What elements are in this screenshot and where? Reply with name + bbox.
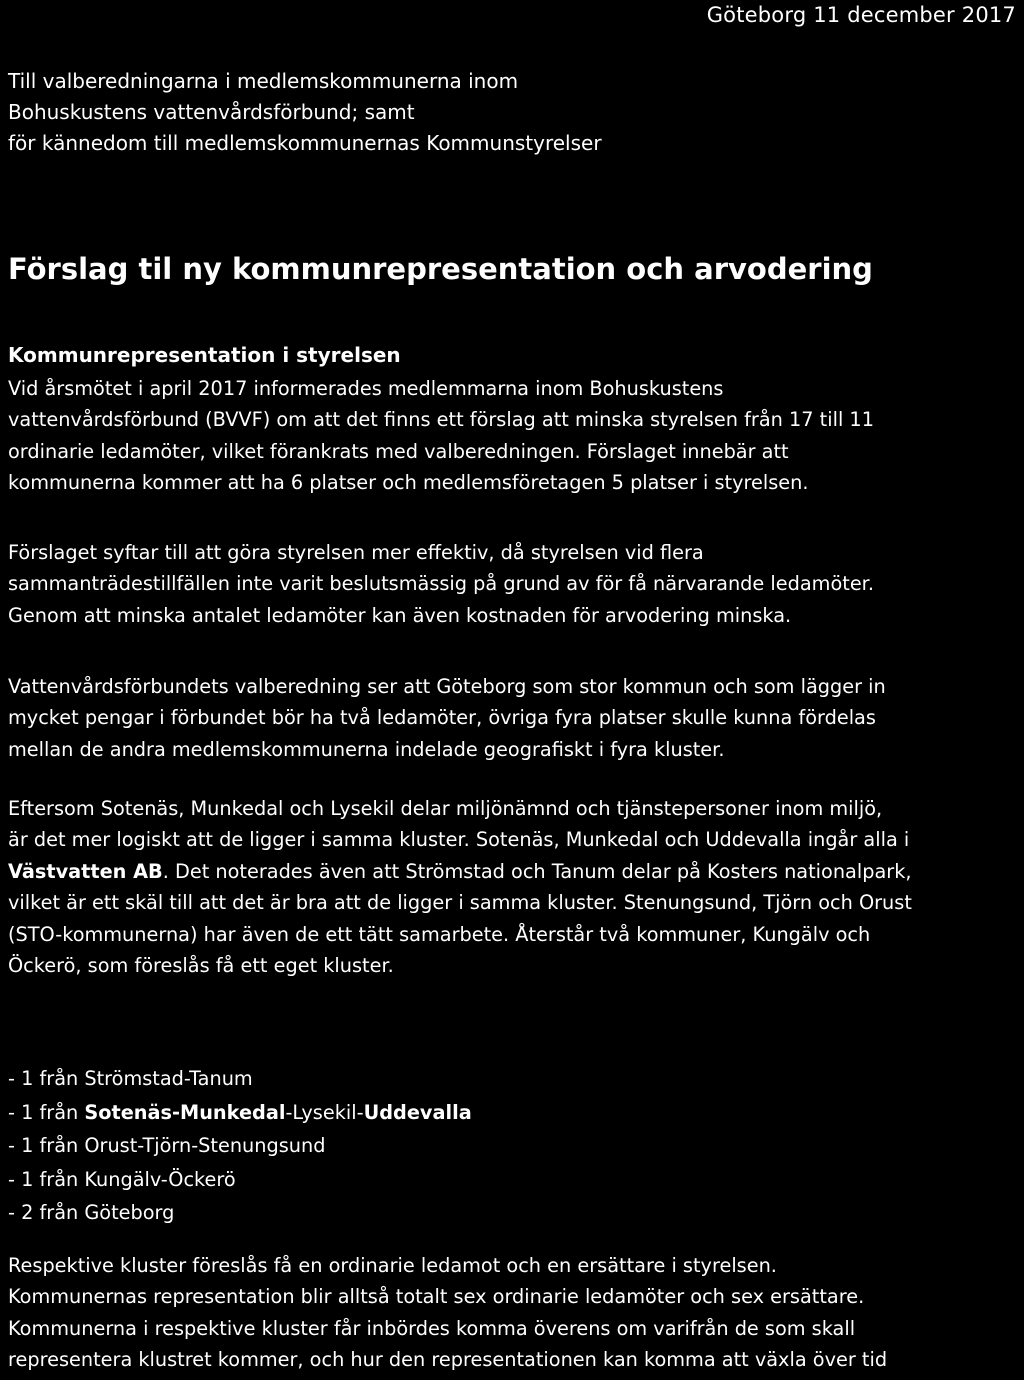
paragraph-representation (8, 1250, 1020, 1376)
recipient-line: Till valberedningarna i medlemskommunerna inom (8, 69, 519, 93)
text-line (8, 856, 1020, 887)
text-line: vilket är ett skäl till att det är bra att de ligger i samma kluster. Stenungsund, Tjörn och Orust (8, 891, 912, 915)
list-item: - 1 från Strömstad-Tanum (8, 1067, 253, 1090)
list-item: - 2 från Göteborg (8, 1201, 175, 1224)
paragraph-purpose (8, 537, 1020, 631)
paragraph-nomination-committee (8, 671, 1020, 765)
text-segment: . Det noterades även att Strömstad och Tanum delar på Kosters nationalpark, (162, 859, 912, 883)
text-line: Genom att minska antalet ledamöter kan även kostnaden för arvodering minska. (8, 603, 792, 627)
letter-date: Göteborg 11 december 2017 (706, 3, 1016, 27)
text-line: mellan de andra medlemskommunerna indelade geografiskt i fyra kluster. (8, 737, 725, 761)
recipient-line: Bohuskustens vattenvårdsförbund; samt (8, 100, 415, 124)
text-line: Kommunernas representation blir alltså totalt sex ordinarie ledamöter och sex ersättare. (8, 1285, 865, 1309)
text-line: mycket pengar i förbundet bör ha två ledamöter, övriga fyra platser skulle kunna fördelas (8, 706, 876, 730)
recipient-line: för kännedom till medlemskommunernas Kommunstyrelser (8, 131, 602, 155)
list-item: - 1 från Orust-Tjörn-Stenungsund (8, 1134, 326, 1157)
bold-segment: Sotenäs-Munkedal (84, 1100, 286, 1124)
text-line: är det mer logiskt att de ligger i samma kluster. Sotenäs, Munkedal och Uddevalla ingår alla i (8, 828, 910, 852)
text-line: Kommunerna i respektive kluster får inbördes komma överens om varifrån de som skall (8, 1316, 856, 1340)
text-line: ordinarie ledamöter, vilket förankrats med valberedningen. Förslaget innebär att (8, 439, 789, 463)
list-item: - 1 från Kungälv-Öckerö (8, 1167, 236, 1191)
recipient-block (8, 66, 602, 159)
cluster-list (8, 1062, 472, 1230)
text-line: Vid årsmötet i april 2017 informerades medlemmarna inom Bohuskustens (8, 377, 724, 400)
text-segment: - 1 från (8, 1100, 85, 1124)
text-line: Respektive kluster föreslås få en ordinarie ledamot och en ersättare i styrelsen. (8, 1254, 777, 1277)
section-heading: Kommunrepresentation i styrelsen (8, 343, 401, 367)
text-line: sammanträdestillfällen inte varit beslutsmässig på grund av för få närvarande ledamöter. (8, 572, 874, 596)
text-line: (STO-kommunerna) har även de ett tätt samarbete. Återstår två kommuner, Kungälv och (8, 922, 871, 946)
text-line: kommunerna kommer att ha 6 platser och medlemsföretagen 5 platser i styrelsen. (8, 471, 809, 495)
paragraph-clusters (8, 793, 1020, 981)
bold-segment: Uddevalla (363, 1100, 472, 1124)
document-title: Förslag til ny kommunrepresentation och arvodering (8, 252, 873, 286)
text-segment: -Lysekil- (285, 1100, 364, 1124)
bold-company-name: Västvatten AB (8, 859, 163, 883)
list-item (8, 1096, 472, 1130)
text-line: Vattenvårdsförbundets valberedning ser att Göteborg som stor kommun och som lägger in (8, 675, 886, 698)
text-line: Eftersom Sotenäs, Munkedal och Lysekil delar miljönämnd och tjänstepersoner inom miljö, (8, 797, 883, 820)
text-line: representera klustret kommer, och hur den representationen kan komma att växla över tid (8, 1348, 888, 1372)
text-line: Öckerö, som föreslås få ett eget kluster. (8, 954, 394, 978)
text-line: vattenvårdsförbund (BVVF) om att det finns ett förslag att minska styrelsen från 17 till 11 (8, 408, 874, 432)
text-line: Förslaget syftar till att göra styrelsen mer effektiv, då styrelsen vid flera (8, 541, 704, 564)
paragraph-annual-meeting (8, 373, 1020, 499)
